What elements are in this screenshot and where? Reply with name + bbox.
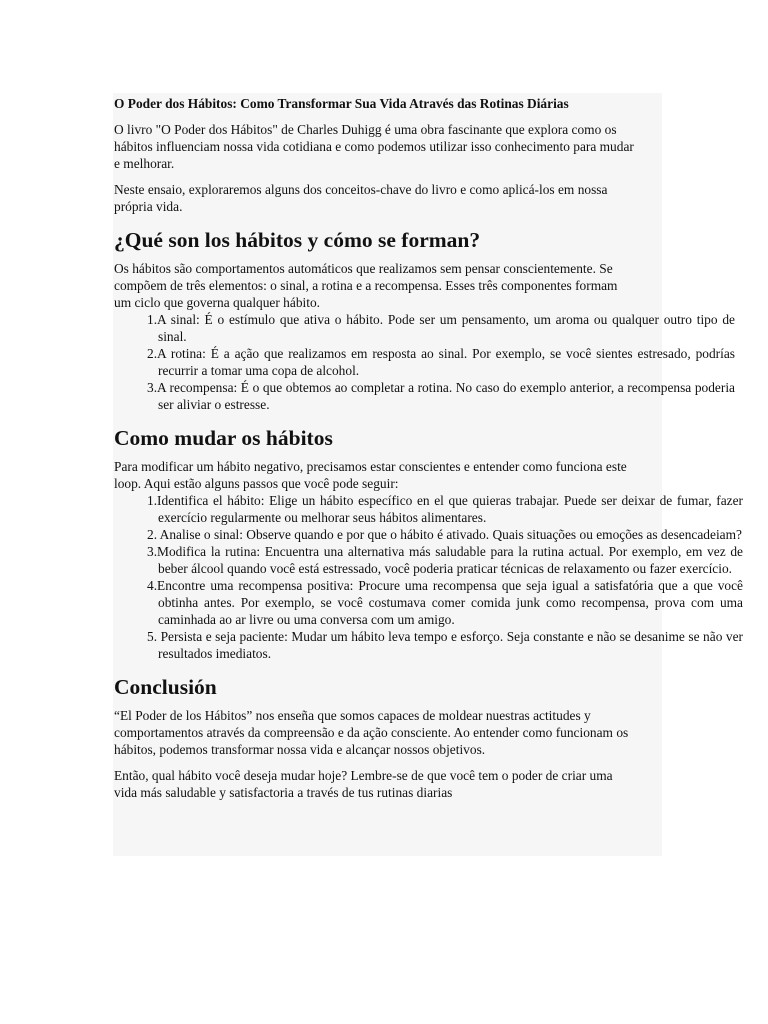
habit-elements-list: [114, 311, 744, 413]
section2-paragraph: Para modificar um hábito negativo, precisamos estar conscientes e entender como funciona este loop. Aqui estão alguns passos que você pode seguir:: [114, 459, 627, 491]
list-item-text: A sinal: É o estímulo que ativa o hábito. Pode ser um pensamento, um aroma ou qualquer outro tipo de sinal.: [157, 312, 735, 344]
list-item-text: Identifica el hábito: Elige un hábito específico en el que quieras trabajar. Puede ser deixar de fumar, fazer exercício regularmente ou melhorar seus hábitos alimentares.: [157, 493, 743, 525]
list-item: [114, 492, 743, 526]
list-item: [114, 311, 735, 345]
section-heading-change-habits: Como mudar os hábitos: [114, 426, 333, 450]
list-item-text: A rotina: É a ação que realizamos em resposta ao sinal. Por exemplo, se você sientes estresado, podrías recurrir a tomar uma copa de alcohol.: [157, 346, 735, 378]
list-item: [114, 543, 743, 577]
conclusion-paragraph-2: Então, qual hábito você deseja mudar hoje? Lembre-se de que você tem o poder de criar uma vida más saludable y satisfactoria a través de tus rutinas diarias: [114, 768, 613, 800]
change-steps-list: [114, 492, 744, 662]
list-item: [114, 526, 743, 543]
list-item-number: 2.: [147, 527, 160, 542]
list-item-number: 3.: [147, 380, 158, 395]
list-item-text: A recompensa: É o que obtemos ao completar a rotina. No caso do exemplo anterior, a recompensa poderia ser aliviar o estresse.: [157, 380, 735, 412]
section1-paragraph: Os hábitos são comportamentos automáticos que realizamos sem pensar conscientemente. Se compõem de três elementos: o sinal, a rotina e a recompensa. Esses três componentes formam um ciclo que governa qualquer hábito.: [114, 261, 618, 310]
list-item: [114, 577, 743, 628]
list-item-text: Encontre uma recompensa positiva: Procure uma recompensa que seja igual a satisfatória que a que você obtinha antes. Por exemplo, se você costumava comer comida junk como recompensa, prova com uma caminhada ao ar livre ou uma conversa com um amigo.: [157, 578, 743, 627]
list-item-number: 3.: [147, 544, 158, 559]
list-item-text: Persista e seja paciente: Mudar um hábito leva tempo e esforço. Seja constante e não se desanime se não ver resultados imediatos.: [158, 629, 744, 661]
conclusion-paragraph-1: “El Poder de los Hábitos” nos enseña que somos capaces de moldear nuestras actitudes y comportamentos através da compreensão e da ação consciente. Ao entender como funcionam os hábitos, podemos transformar nossa vida e alcançar nossos objetivos.: [114, 708, 629, 757]
intro-paragraph-2: Neste ensaio, exploraremos alguns dos conceitos-chave do livro e como aplicá-los em nossa própria vida.: [114, 182, 608, 214]
list-item: [114, 628, 743, 662]
list-item-number: 1.: [147, 312, 158, 327]
list-item-number: 5.: [147, 629, 161, 644]
list-item-text: Modifica la rutina: Encuentra una alternativa más saludable para la rutina actual. Por exemplo, em vez de beber álcool quando você está estressado, você poderia praticar técnicas de relaxamento ou fazer exercício.: [157, 544, 743, 576]
document-body: [114, 95, 744, 801]
list-item-number: 4.: [147, 578, 158, 593]
list-item-number: 2.: [147, 346, 158, 361]
list-item-text: Analise o sinal: Observe quando e por que o hábito é ativado. Quais situações ou emoções as desencadeiam?: [159, 527, 742, 542]
section-heading-habits-formation: ¿Qué son los hábitos y cómo se forman?: [114, 228, 481, 252]
list-item: [114, 379, 735, 413]
list-item: [114, 345, 735, 379]
list-item-number: 1.: [147, 493, 158, 508]
document-title: O Poder dos Hábitos: Como Transformar Sua Vida Através das Rotinas Diárias: [114, 96, 569, 111]
intro-paragraph-1: O livro "O Poder dos Hábitos" de Charles Duhigg é uma obra fascinante que explora como os hábitos influenciam nossa vida cotidiana e como podemos utilizar isso conhecimento para mudar e melhorar.: [114, 122, 634, 171]
section-heading-conclusion: Conclusión: [114, 675, 217, 699]
